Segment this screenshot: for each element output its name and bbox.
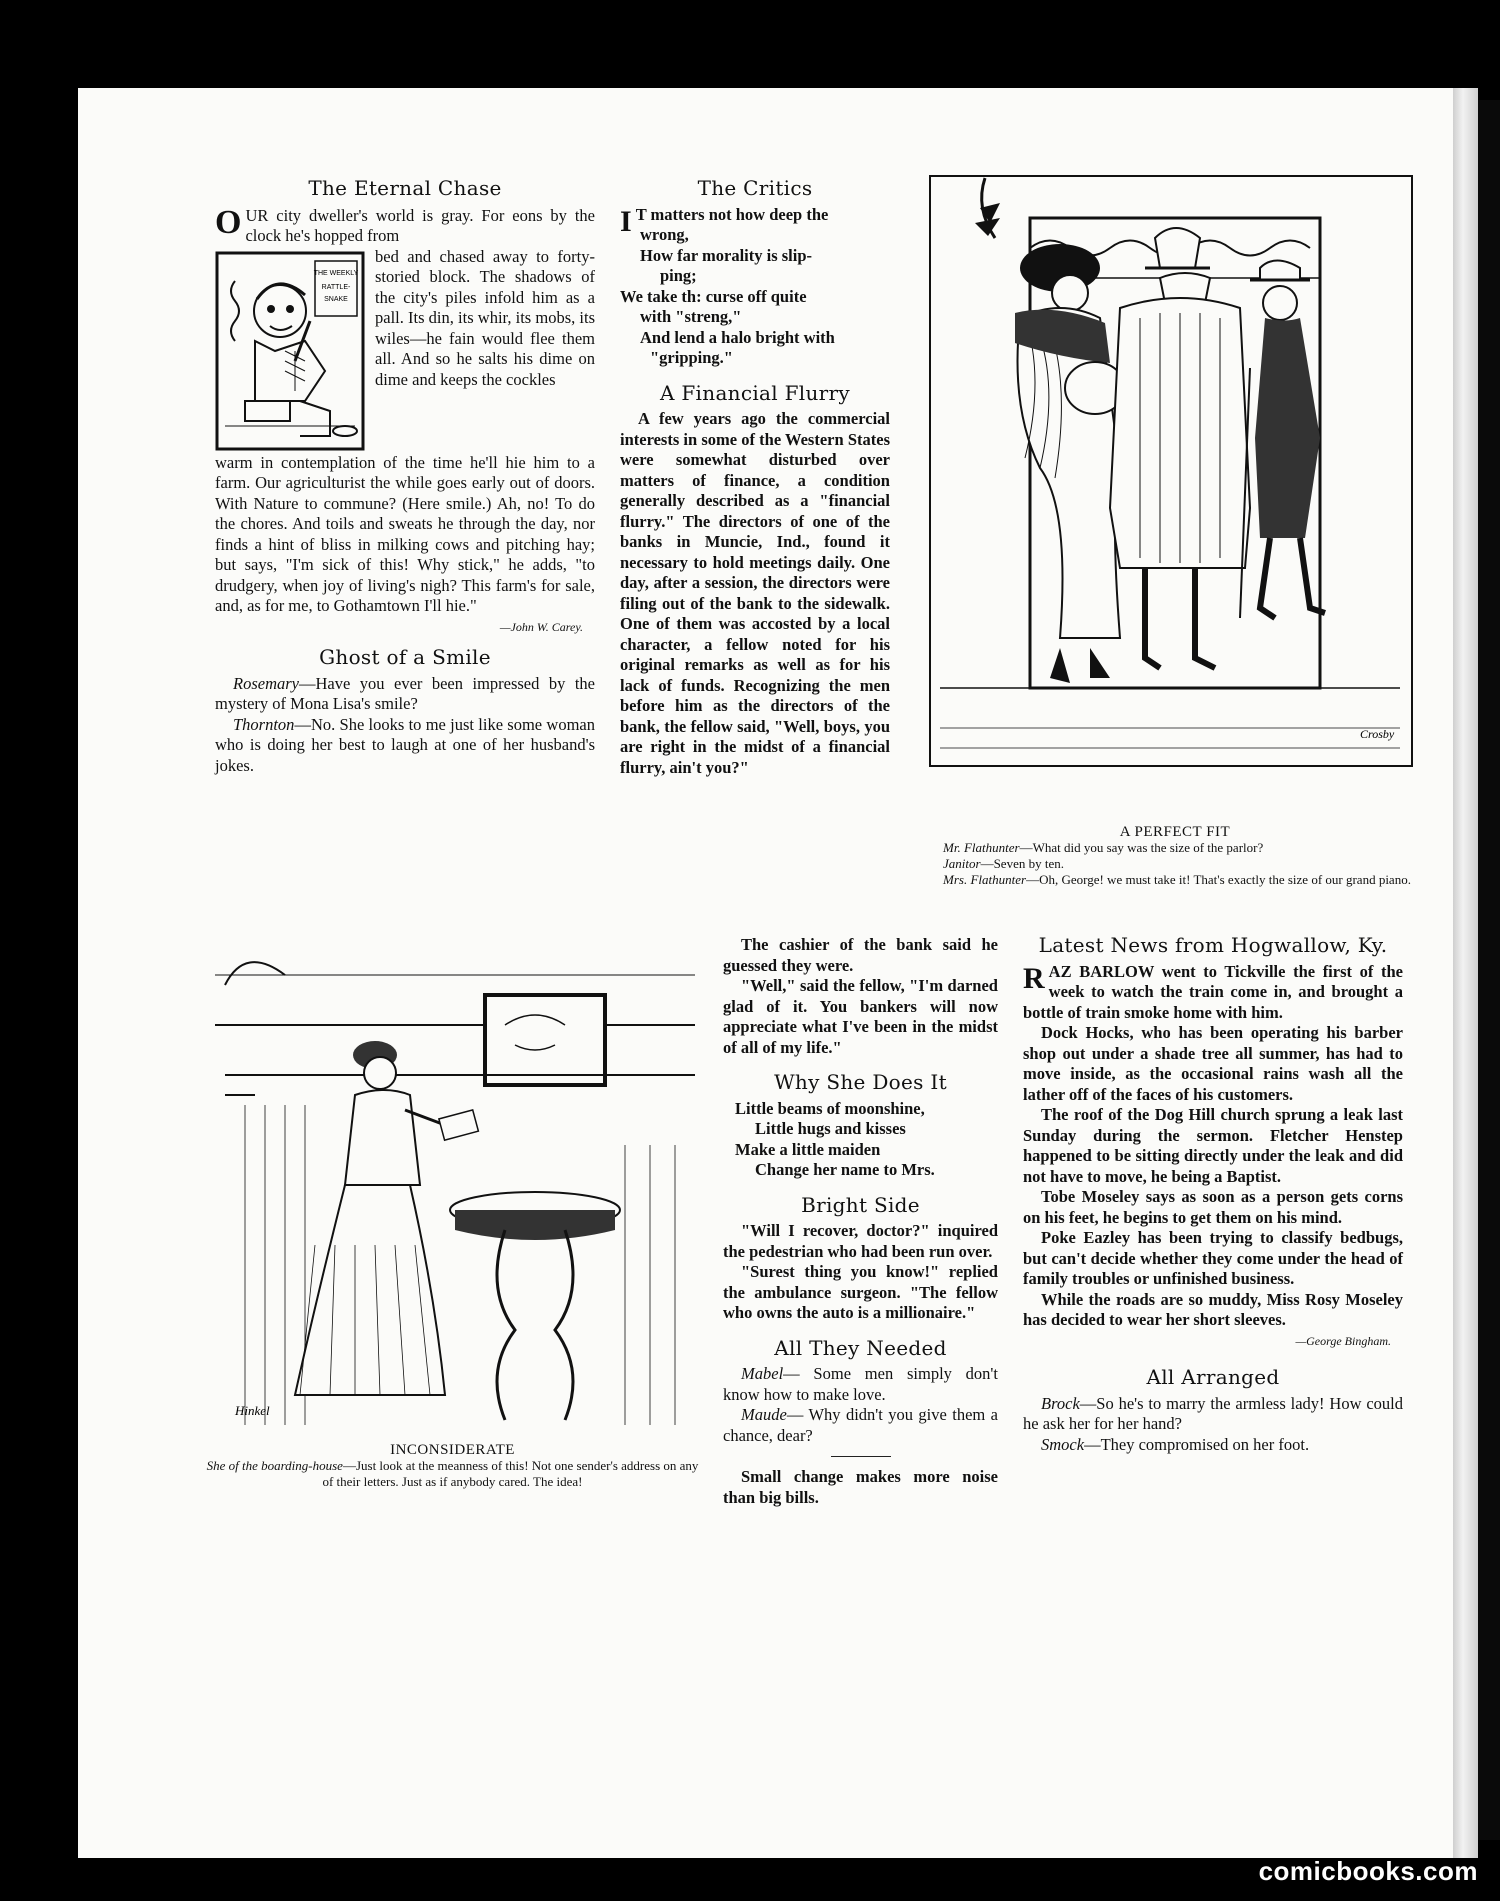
perfect-fit-caption [930,824,1420,888]
arranged-line-2: Smock—They compromised on her foot. [1041,1434,1310,1454]
hogwallow-para-5: Poke Eazley has been trying to classify bedbugs, but can't decide whether they come under the head of family troubles or unfinished business. [1023,1228,1403,1288]
arranged-title: All Arranged [1146,1365,1280,1389]
financial-para-3: "Well," said the fellow, "I'm darned glad of it. You bankers will now appreciate what I've been in the midst of all of my life." [723,976,998,1057]
why-she-title: Why She Does It [774,1070,947,1094]
eternal-chase-signature: —John W. Carey. [499,619,583,634]
ghost-line-1: Rosemary—Have you ever been impressed by the mystery of Mona Lisa's smile? [215,673,595,713]
perfect-fit-line-3: Mrs. Flathunter—Oh, George! we must take it! That's exactly the size of our grand piano. [943,872,1411,887]
all-needed-title: All They Needed [774,1335,947,1360]
site-watermark: comicbooks.com [1258,1856,1478,1886]
hogwallow-para-2: Dock Hocks, who has been operating his barber shop out under a shade tree all summer, has had to move inside, as the occasional rains wash all the lather off of the faces of his customers. [1023,1023,1403,1104]
hogwallow-title: Latest News from Hogwallow, Ky. [1038,933,1388,957]
small-change: Small change makes more noise than big bills. [723,1467,998,1507]
why-she-verse: Little beams of moonshine, Little hugs and kisses Make a little maiden Change her name to Mrs. [735,1098,935,1179]
bright-side-para-1: "Will I recover, doctor?" inquired the pedestrian who had been run over. [723,1221,998,1261]
eternal-chase-beside: bed and chased away to forty-storied block. The shadows of the city's piles infold him as a pall. Its din, its whir, its mobs, its wiles—he fain would flee them all. And so he salts his dime on dime and keeps the cockles [375,246,595,389]
eternal-chase-rest: warm in contemplation of the time he'll hie him to a farm. Our agriculturist the while goes early out of doors. With Nature to commune? (Here smile.) Ah, no! To do the chores. And toils and sweats he through the day, nor finds a hint of bliss in milking cows and pitching hay; but says, "I'm sick of this! Why stick," he adds, "to drudgery, when joy of living's nigh? This farm's for sale, and, as for me, to Gothamtown I'll hie." [215,452,595,615]
perfect-fit-illustration [920,168,1420,768]
inconsiderate-illustration [205,945,700,1435]
inconsiderate-title: INCONSIDERATE [390,1442,515,1458]
eternal-chase-lead [215,203,595,247]
ghost-smile-title: Ghost of a Smile [319,645,491,669]
drop-cap: O [215,203,242,241]
page-shadow [1478,100,1500,1840]
column-hogwallow [1023,935,1403,1455]
inconsiderate-artist: Hinkel [235,1403,270,1418]
column-middle-lower [723,935,998,1508]
inconsiderate-caption [205,1442,700,1490]
all-needed-line-1: Mabel— Some men simply don't know how to make love. [723,1364,998,1404]
perfect-fit-title: A PERFECT FIT [1119,824,1231,840]
hogwallow-para-4: Tobe Moseley says as soon as a person gets corns on his feet, he begins to get them on his mind. [1023,1187,1403,1227]
svg-text:SNAKE: SNAKE [324,295,348,303]
perfect-fit-artist: Crosby [1360,727,1395,741]
financial-para-1: A few years ago the commercial interests in some of the Western States were somewhat disturbed over matters of finance, a condition generally described as a "financial flurry." The directors of one of the banks in Muncie, Ind., found it necessary to hold meetings daily. One day, after a session, the directors were filing out of the bank to the sidewalk. One of them was accosted by a local character, a fellow noted for his original remarks as well as for his lack of funds. Recognizing the men before him as the directors of the bank, the fellow said, "Well, boys, you are right in the midst of a financial flurry, ain't you?" [620,409,890,777]
critics-drop-cap: I [620,204,632,238]
eternal-chase-title: The Eternal Chase [308,176,502,200]
svg-text:RATTLE-: RATTLE- [321,283,351,291]
ghost-line-2: Thornton—No. She looks to me just like some woman who is doing her best to laugh at one of her husband's jokes. [215,714,595,775]
perfect-fit-line-2: Janitor—Seven by ten. [943,856,1064,871]
column-eternal-chase [215,168,595,776]
separator-rule [831,1456,891,1457]
perfect-fit-line-1: Mr. Flathunter—What did you say was the size of the parlor? [943,840,1264,855]
critics-verse: I T matters not how deep the wrong, How far morality is slip- ping; We take th: curse off quite with "streng," And lend a halo bright with "gripping." [620,204,835,367]
hogwallow-para-1: RAZ BARLOW went to Tickville the first of the week to watch the train come in, and brought a bottle of train smoke home with him. [1023,961,1403,1022]
hogwallow-para-6: While the roads are so muddy, Miss Rosy Moseley has decided to wear her short sleeves. [1023,1289,1403,1329]
arranged-line-1: Brock—So he's to marry the armless lady! How could he ask her for her hand? [1023,1393,1403,1433]
rattlesnake-cartoon [215,251,365,451]
financial-title: A Financial Flurry [659,380,850,405]
bright-side-title: Bright Side [801,1192,920,1217]
page-edge [1453,88,1478,1858]
critics-title: The Critics [697,176,813,200]
hogwallow-drop-cap: R [1023,961,1045,995]
inconsiderate-text: She of the boarding-house—Just look at the meanness of this! Not one sender's address on any of their letters. Just as if anybody cared. The idea! [206,1458,699,1489]
all-needed-line-2: Maude— Why didn't you give them a chance, dear? [723,1405,998,1445]
bright-side-para-2: "Surest thing you know!" replied the ambulance surgeon. "The fellow who owns the auto is a millionaire." [723,1262,998,1322]
lead-text: UR city dweller's world is gray. For eons by the clock he's hopped from [245,205,595,245]
sign-line1: THE WEEKLY [313,269,359,277]
hogwallow-para-3: The roof of the Dog Hill church sprung a leak last Sunday during the sermon. Fletcher Henstep happened to be sitting directly under the leak and did not have to move, he being a Baptist. [1023,1105,1403,1186]
hogwallow-signature: —George Bingham. [1295,1333,1391,1348]
financial-para-2: The cashier of the bank said he guessed they were. [723,935,998,975]
column-critics [620,168,890,778]
